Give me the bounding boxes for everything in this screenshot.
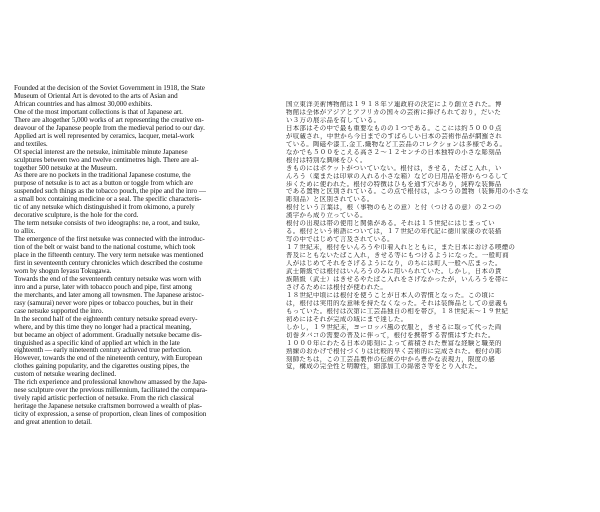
japanese-text-line: は，根付は実用的な意味を持たなくなった。それは装飾品としての意義も bbox=[286, 299, 509, 307]
japanese-text-line: が収蔵され，中世から今日までのすばらしい日本の芸術作品が網羅され bbox=[286, 132, 503, 140]
japanese-text-line: 族階級（武士）はきせるやたばこ入れをさげなかったが，いんろうを帯に bbox=[286, 275, 509, 283]
japanese-text-line: １０００年にわたる日本の彫刻によって蓄積された豊富な経験と職業的 bbox=[286, 339, 502, 347]
english-text-line: the merchants, and later among all townsmen. The Japanese aristoc- bbox=[14, 291, 204, 299]
japanese-text-line: 普及にともないたばこ入れ，きせる等にもつけるようになった。一般町商 bbox=[286, 252, 509, 260]
japanese-text-line: きものにはポケットがついていない。根付は，きせる，たばこ入れ，い bbox=[286, 164, 502, 172]
english-text-line: case netsuke supported the inro. bbox=[14, 307, 104, 315]
english-text-line: eighteenth — early nineteenth century achieved true perfection. bbox=[14, 347, 192, 355]
japanese-text-line: る。根付という術語については，１７世紀の年代記に徳川家康の衣装描 bbox=[286, 228, 502, 236]
english-text-line: nese sculpture over the previous millennium, facilitated the compara- bbox=[14, 387, 208, 395]
japanese-text-column bbox=[286, 101, 588, 371]
english-text-line: worn by shogun Ieyasu Tokugawa. bbox=[14, 267, 112, 275]
japanese-text-line: んろう（薬または印章の入れる小さな箱）などの日用品を帯からつるして bbox=[286, 172, 509, 180]
japanese-text-line: 国立東洋美術博物館は１９１８年ソ連政府の決定により創立された。博 bbox=[286, 101, 502, 108]
english-text-line: ticity of expression, a sense of proportion, clean lines of composition bbox=[14, 411, 207, 419]
english-text-line: rasy (samurai) never wore pipes or tobacco pouches, but in their bbox=[14, 299, 194, 307]
japanese-text-line: 切巻タバコの需要の普及に伴って，根付を携帯する習慣はすたれた。 bbox=[286, 331, 495, 339]
english-text-line: to allix. bbox=[14, 228, 36, 236]
english-text-line: together 500 netsuke at the Museum. bbox=[14, 164, 118, 172]
english-text-line: and textiles. bbox=[14, 140, 48, 148]
english-text-line: The rich experience and professional knowhow amassed by the Japa- bbox=[14, 379, 208, 387]
japanese-text-line: １７世紀末，根付をいんろうや巾着入れとともに，また日本における喫煙の bbox=[286, 244, 516, 252]
english-text-line: Applied art is well represented by ceramics, lacquer, metal-work bbox=[14, 132, 195, 140]
english-text-line: purpose of netsuke is to act as a button or toggle from which are bbox=[14, 180, 193, 188]
japanese-text-line: である置物と区別されている。この点で根付は，ふつうの置物（装飾用の小さな bbox=[286, 188, 529, 196]
english-text-line: However, towards the end of the nineteenth century, with European bbox=[14, 355, 203, 363]
japanese-text-line: 写の中ではじめて言及されている。 bbox=[286, 236, 394, 244]
japanese-text-line: 武士階級では根付はいんろうのみに用いられていた。しかし，日本の貴 bbox=[286, 268, 502, 276]
english-text-line: custom of netsuke wearing declined. bbox=[14, 371, 117, 379]
japanese-text-line: 物館は全体がアジアとアフリカの国々の芸術に捧げられており，だいた bbox=[286, 108, 502, 116]
japanese-text-line: 人がはじめてそれをさげるようになり，のちには町人一般へ広まった。 bbox=[286, 260, 502, 268]
japanese-text-line: 漢字から成り立っている。 bbox=[286, 212, 367, 220]
english-text-line: tic of any netsuke which distinguished it from okimono, a purely bbox=[14, 204, 195, 212]
english-text-line: In the second half of the eighteenth century netsuke spread every- bbox=[14, 315, 198, 323]
japanese-text-line: １８世紀中頃には根付を使うことが日本人の習慣となった。この頃に bbox=[286, 291, 495, 299]
english-text-line: clothes gaining popularity, and the cigarettes ousting pipes, the bbox=[14, 363, 190, 371]
japanese-text-line: 刻師たちは，この工芸品製作の伝統の中から豊かな表現力，限度の感 bbox=[286, 355, 495, 363]
japanese-text-line: しかし，１９世紀末，ヨーロッパ風の衣服と，きせるに取って代った両 bbox=[286, 323, 502, 331]
english-text-line: tinguished as a specific kind of applied art which in the late bbox=[14, 339, 180, 347]
english-text-line: heritage the Japanese netsuke craftsmen borrowed a wealth of plas- bbox=[14, 403, 202, 411]
english-text-column bbox=[14, 85, 278, 427]
english-text-line: decorative sculpture, is the hole for the cord. bbox=[14, 212, 139, 220]
japanese-text-line: 根付は特別な興味をひく。 bbox=[286, 156, 367, 164]
english-text-line: Of special interest are the netsuke, inimitable minute Japanese bbox=[14, 148, 188, 156]
english-text-line: Museum of Oriental Art is devoted to the arts of Asian and bbox=[14, 92, 178, 100]
japanese-text-line: なかでも５００をこえる高さ２～１２センチの日本独特の小さな彫刻品 bbox=[286, 148, 502, 156]
japanese-text-line: い３万の展示品を有している。 bbox=[286, 116, 381, 124]
english-text-line: and great attention to detail. bbox=[14, 419, 92, 427]
english-text-line: inro and a purse, later with tobacco pouch and pipe, first among bbox=[14, 283, 192, 291]
english-text-line: suspended such things as the tobacco pouch, the pipe and the inro — bbox=[14, 188, 206, 196]
japanese-text-line: さげるためには根付が使われた。 bbox=[286, 283, 388, 291]
english-text-line: Towards the end of the seventeenth century netsuke was worn with bbox=[14, 275, 201, 283]
english-text-line: where, and by this time they no longer had a practical meaning, bbox=[14, 323, 192, 331]
japanese-text-line: 初めにはそれが完成の域にまで達した。 bbox=[286, 315, 408, 323]
english-text-line: deavour of the Japanese people from the medieval period to our day. bbox=[14, 124, 205, 132]
english-text-line: Founded at the decision of the Soviet Government in 1918, the State bbox=[14, 85, 205, 92]
english-text-line: As there are no pockets in the traditional Japanese costume, the bbox=[14, 172, 191, 180]
english-text-line: place in the fifteenth century. The very term netsuke was mentioned bbox=[14, 252, 204, 260]
english-text-line: There are altogether 5,000 works of art representing the creative en- bbox=[14, 116, 204, 124]
english-text-line: The emergence of the first netsuke was connected with the introduc- bbox=[14, 236, 205, 244]
english-text-line: tion of the belt or waist band to the national costume, which took bbox=[14, 244, 196, 252]
japanese-text-line: 熟練のおかげで根付づくりは比較的早く芸術的に完成された。根付の彫 bbox=[286, 347, 502, 355]
japanese-text-line: 根付の出現は帯の使用と関係がある。それは１５世紀にはじまってい bbox=[286, 220, 495, 228]
japanese-text-line: 彫刻品）と区別されている。 bbox=[286, 196, 374, 204]
english-text-line: African countries and has almost 30,000 exhibits. bbox=[14, 100, 153, 108]
english-text-line: sculptures between two and twelve centimetres high. There are al- bbox=[14, 156, 199, 164]
japanese-text-line: もっていた。根付は次第に工芸品独自の相を帯び，１８世紀末～１９世紀 bbox=[286, 307, 509, 315]
japanese-text-line: 覚，構成の完全性と明瞭性，細部加工の綿密さ等をとり入れた。 bbox=[286, 363, 482, 371]
english-text-line: The term netsuke consists of two ideographs: ne, a root, and tsuke, bbox=[14, 220, 200, 228]
japanese-text-line: ている。陶磁や漆工,金工,織物など工芸品のコレクションは多様である。 bbox=[286, 140, 507, 148]
japanese-text-line: 歩くために使われた。根付の特徴はひもを通す穴があり，純粋な装飾品 bbox=[286, 180, 502, 188]
english-text-line: but became an object of adornment. Gradually netsuke became dis- bbox=[14, 331, 202, 339]
japanese-text-line: 日本部はその中で最も重要なものの１つである。ここには約５０００点 bbox=[286, 124, 502, 132]
english-text-line: One of the most important collections is that of Japanese art. bbox=[14, 108, 183, 116]
japanese-text-line: 根付という言葉は，根（事物のもとの意）と付（つけるの意）の２つの bbox=[286, 204, 502, 212]
english-text-line: first in seventeenth century chronicles which described the costume bbox=[14, 259, 203, 267]
english-text-line: a small box containing medicine or a seal. The specific characteris- bbox=[14, 196, 202, 204]
english-text-line: tively rapid artistic perfection of netsuke. From the rich classical bbox=[14, 395, 194, 403]
